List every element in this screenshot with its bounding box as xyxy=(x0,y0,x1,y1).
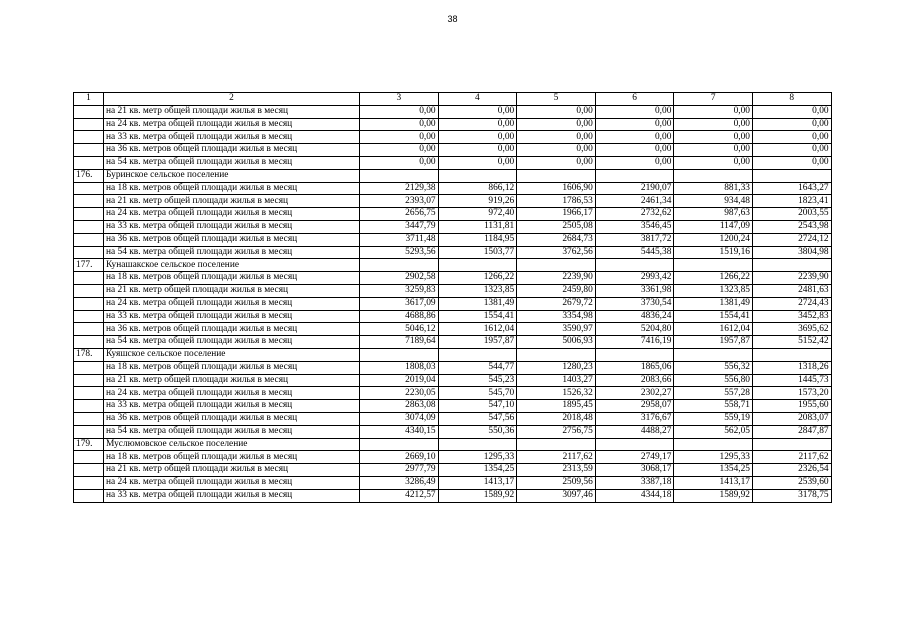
value-cell xyxy=(360,348,439,361)
value-cell: 2018,48 xyxy=(517,412,596,425)
row-label: на 18 кв. метров общей площади жилья в месяц xyxy=(104,451,360,464)
value-cell xyxy=(752,438,831,451)
table-row xyxy=(74,323,832,336)
row-number xyxy=(74,182,104,195)
value-cell xyxy=(438,348,517,361)
row-label: Куяшское сельское поселение xyxy=(104,348,360,361)
value-cell: 3695,62 xyxy=(752,323,831,336)
row-label: на 36 кв. метров общей площади жилья в месяц xyxy=(104,233,360,246)
value-cell: 550,36 xyxy=(438,425,517,438)
row-number xyxy=(74,387,104,400)
row-number xyxy=(74,374,104,387)
value-cell: 544,77 xyxy=(438,361,517,374)
value-cell: 1280,23 xyxy=(517,361,596,374)
row-number xyxy=(74,476,104,489)
value-cell: 3447,79 xyxy=(360,220,439,233)
value-cell: 1957,87 xyxy=(438,336,517,349)
value-cell: 1823,41 xyxy=(752,195,831,208)
value-cell: 3387,18 xyxy=(595,476,674,489)
value-cell: 2847,87 xyxy=(752,425,831,438)
row-label: на 24 кв. метра общей площади жилья в месяц xyxy=(104,476,360,489)
row-number xyxy=(74,156,104,169)
value-cell: 3730,54 xyxy=(595,297,674,310)
value-cell: 2993,42 xyxy=(595,272,674,285)
value-cell: 3711,48 xyxy=(360,233,439,246)
value-cell: 7189,64 xyxy=(360,336,439,349)
row-label: Кунашакское сельское поселение xyxy=(104,259,360,272)
row-label: на 33 кв. метра общей площади жилья в месяц xyxy=(104,400,360,413)
row-label: на 21 кв. метр общей площади жилья в месяц xyxy=(104,374,360,387)
table-row xyxy=(74,195,832,208)
value-cell: 1895,45 xyxy=(517,400,596,413)
row-number xyxy=(74,220,104,233)
value-cell xyxy=(752,259,831,272)
row-number xyxy=(74,105,104,118)
tariff-table xyxy=(73,92,832,503)
value-cell: 3452,83 xyxy=(752,310,831,323)
value-cell: 2481,63 xyxy=(752,284,831,297)
value-cell: 2459,80 xyxy=(517,284,596,297)
value-cell: 1589,92 xyxy=(674,489,753,502)
row-number xyxy=(74,284,104,297)
value-cell: 3068,17 xyxy=(595,464,674,477)
table-row xyxy=(74,387,832,400)
column-header-5: 5 xyxy=(517,93,596,106)
value-cell: 2684,73 xyxy=(517,233,596,246)
value-cell: 1295,33 xyxy=(438,451,517,464)
value-cell: 2239,90 xyxy=(517,272,596,285)
table-row xyxy=(74,284,832,297)
value-cell: 0,00 xyxy=(752,131,831,144)
value-cell: 2083,66 xyxy=(595,374,674,387)
table-row xyxy=(74,144,832,157)
value-cell xyxy=(438,169,517,182)
column-header-2: 2 xyxy=(104,93,360,106)
value-cell: 919,26 xyxy=(438,195,517,208)
value-cell: 3176,67 xyxy=(595,412,674,425)
row-label: на 33 кв. метра общей площади жилья в месяц xyxy=(104,489,360,502)
value-cell: 2393,07 xyxy=(360,195,439,208)
value-cell xyxy=(674,348,753,361)
value-cell: 1606,90 xyxy=(517,182,596,195)
value-cell: 3804,98 xyxy=(752,246,831,259)
value-cell: 2656,75 xyxy=(360,208,439,221)
row-label: на 21 кв. метр общей площади жилья в месяц xyxy=(104,195,360,208)
value-cell: 556,32 xyxy=(674,361,753,374)
value-cell: 1957,87 xyxy=(674,336,753,349)
value-cell: 1354,25 xyxy=(438,464,517,477)
value-cell: 0,00 xyxy=(752,105,831,118)
column-header-7: 7 xyxy=(674,93,753,106)
value-cell: 881,33 xyxy=(674,182,753,195)
value-cell: 0,00 xyxy=(438,105,517,118)
value-cell: 1643,27 xyxy=(752,182,831,195)
value-cell: 1354,25 xyxy=(674,464,753,477)
value-cell: 5293,56 xyxy=(360,246,439,259)
value-cell xyxy=(595,438,674,451)
value-cell: 0,00 xyxy=(674,144,753,157)
table-row xyxy=(74,451,832,464)
value-cell: 3617,09 xyxy=(360,297,439,310)
value-cell: 1323,85 xyxy=(438,284,517,297)
value-cell: 3817,72 xyxy=(595,233,674,246)
value-cell: 2902,58 xyxy=(360,272,439,285)
value-cell: 0,00 xyxy=(595,118,674,131)
value-cell: 0,00 xyxy=(360,156,439,169)
value-cell: 934,48 xyxy=(674,195,753,208)
value-cell: 1589,92 xyxy=(438,489,517,502)
row-number xyxy=(74,336,104,349)
value-cell: 0,00 xyxy=(360,144,439,157)
row-label: на 36 кв. метров общей площади жилья в месяц xyxy=(104,144,360,157)
column-header-1: 1 xyxy=(74,93,104,106)
row-number xyxy=(74,425,104,438)
row-number xyxy=(74,310,104,323)
value-cell: 0,00 xyxy=(752,144,831,157)
value-cell: 562,05 xyxy=(674,425,753,438)
row-label: на 24 кв. метра общей площади жилья в месяц xyxy=(104,118,360,131)
row-number xyxy=(74,361,104,374)
value-cell xyxy=(438,438,517,451)
value-cell: 1184,95 xyxy=(438,233,517,246)
value-cell: 987,63 xyxy=(674,208,753,221)
value-cell: 1413,17 xyxy=(438,476,517,489)
value-cell: 0,00 xyxy=(517,144,596,157)
value-cell: 2461,34 xyxy=(595,195,674,208)
row-number: 179. xyxy=(74,438,104,451)
value-cell: 2083,07 xyxy=(752,412,831,425)
row-label: на 36 кв. метров общей площади жилья в месяц xyxy=(104,323,360,336)
value-cell: 3074,09 xyxy=(360,412,439,425)
value-cell: 0,00 xyxy=(752,118,831,131)
value-cell: 1200,24 xyxy=(674,233,753,246)
value-cell: 1413,17 xyxy=(674,476,753,489)
value-cell: 547,56 xyxy=(438,412,517,425)
table-row xyxy=(74,374,832,387)
row-number: 176. xyxy=(74,169,104,182)
value-cell: 2724,12 xyxy=(752,233,831,246)
value-cell: 0,00 xyxy=(752,156,831,169)
value-cell: 1266,22 xyxy=(438,272,517,285)
row-label: Буринское сельское поселение xyxy=(104,169,360,182)
column-header-8: 8 xyxy=(752,93,831,106)
table-row xyxy=(74,156,832,169)
value-cell: 3259,83 xyxy=(360,284,439,297)
value-cell: 0,00 xyxy=(517,131,596,144)
table-row xyxy=(74,412,832,425)
row-label: на 54 кв. метра общей площади жилья в месяц xyxy=(104,425,360,438)
row-number xyxy=(74,412,104,425)
row-number xyxy=(74,400,104,413)
value-cell: 0,00 xyxy=(517,156,596,169)
value-cell: 0,00 xyxy=(438,118,517,131)
value-cell xyxy=(595,259,674,272)
table-row xyxy=(74,105,832,118)
value-cell: 2230,05 xyxy=(360,387,439,400)
row-number xyxy=(74,195,104,208)
row-number: 178. xyxy=(74,348,104,361)
table-row xyxy=(74,208,832,221)
row-number xyxy=(74,464,104,477)
value-cell xyxy=(517,348,596,361)
value-cell: 1573,20 xyxy=(752,387,831,400)
table-row xyxy=(74,297,832,310)
value-cell: 0,00 xyxy=(674,105,753,118)
value-cell xyxy=(438,259,517,272)
row-label: на 24 кв. метра общей площади жилья в месяц xyxy=(104,387,360,400)
value-cell: 0,00 xyxy=(674,131,753,144)
table-body xyxy=(74,93,832,503)
row-label: Муслюмовское сельское поселение xyxy=(104,438,360,451)
row-label: на 33 кв. метра общей площади жилья в месяц xyxy=(104,131,360,144)
table-row xyxy=(74,476,832,489)
row-number: 177. xyxy=(74,259,104,272)
row-number xyxy=(74,323,104,336)
value-cell: 2724,43 xyxy=(752,297,831,310)
value-cell: 4488,27 xyxy=(595,425,674,438)
value-cell: 558,71 xyxy=(674,400,753,413)
value-cell: 1554,41 xyxy=(674,310,753,323)
table-row xyxy=(74,489,832,502)
value-cell xyxy=(674,259,753,272)
value-cell: 5152,42 xyxy=(752,336,831,349)
value-cell: 1323,85 xyxy=(674,284,753,297)
row-label: на 33 кв. метра общей площади жилья в месяц xyxy=(104,310,360,323)
row-label: на 54 кв. метра общей площади жилья в месяц xyxy=(104,336,360,349)
value-cell xyxy=(674,438,753,451)
row-label: на 21 кв. метр общей площади жилья в месяц xyxy=(104,105,360,118)
value-cell: 4836,24 xyxy=(595,310,674,323)
value-cell: 0,00 xyxy=(438,131,517,144)
value-cell: 3762,56 xyxy=(517,246,596,259)
value-cell xyxy=(360,259,439,272)
table-row xyxy=(74,425,832,438)
value-cell: 1381,49 xyxy=(674,297,753,310)
table-row xyxy=(74,233,832,246)
table-row xyxy=(74,464,832,477)
table-row xyxy=(74,182,832,195)
table-row xyxy=(74,220,832,233)
value-cell: 2679,72 xyxy=(517,297,596,310)
value-cell: 1612,04 xyxy=(438,323,517,336)
value-cell: 1131,81 xyxy=(438,220,517,233)
table-row xyxy=(74,272,832,285)
row-label: на 18 кв. метров общей площади жилья в месяц xyxy=(104,182,360,195)
row-number xyxy=(74,208,104,221)
value-cell xyxy=(595,348,674,361)
value-cell: 0,00 xyxy=(517,105,596,118)
value-cell: 0,00 xyxy=(595,105,674,118)
row-number xyxy=(74,297,104,310)
value-cell: 0,00 xyxy=(595,144,674,157)
value-cell: 556,80 xyxy=(674,374,753,387)
value-cell: 0,00 xyxy=(674,156,753,169)
value-cell: 1403,27 xyxy=(517,374,596,387)
value-cell: 0,00 xyxy=(360,118,439,131)
value-cell: 2732,62 xyxy=(595,208,674,221)
value-cell: 5445,38 xyxy=(595,246,674,259)
row-number xyxy=(74,272,104,285)
section-row xyxy=(74,438,832,451)
value-cell: 1503,77 xyxy=(438,246,517,259)
value-cell: 866,12 xyxy=(438,182,517,195)
value-cell: 2313,59 xyxy=(517,464,596,477)
value-cell: 0,00 xyxy=(595,156,674,169)
row-number xyxy=(74,118,104,131)
value-cell: 1612,04 xyxy=(674,323,753,336)
value-cell xyxy=(752,169,831,182)
value-cell xyxy=(752,348,831,361)
section-row xyxy=(74,259,832,272)
value-cell: 4340,15 xyxy=(360,425,439,438)
value-cell: 2539,60 xyxy=(752,476,831,489)
value-cell: 2117,62 xyxy=(752,451,831,464)
value-cell: 1147,09 xyxy=(674,220,753,233)
value-cell: 972,40 xyxy=(438,208,517,221)
value-cell: 4688,86 xyxy=(360,310,439,323)
value-cell: 3178,75 xyxy=(752,489,831,502)
row-label: на 33 кв. метра общей площади жилья в месяц xyxy=(104,220,360,233)
column-header-4: 4 xyxy=(438,93,517,106)
value-cell: 0,00 xyxy=(438,156,517,169)
value-cell xyxy=(517,438,596,451)
row-label: на 54 кв. метра общей площади жилья в месяц xyxy=(104,246,360,259)
value-cell: 0,00 xyxy=(438,144,517,157)
row-number xyxy=(74,451,104,464)
row-label: на 24 кв. метра общей площади жилья в месяц xyxy=(104,297,360,310)
value-cell: 2543,98 xyxy=(752,220,831,233)
row-label: на 18 кв. метров общей площади жилья в месяц xyxy=(104,361,360,374)
row-label: на 24 кв. метра общей площади жилья в месяц xyxy=(104,208,360,221)
value-cell: 2117,62 xyxy=(517,451,596,464)
value-cell: 0,00 xyxy=(360,105,439,118)
value-cell: 1295,33 xyxy=(674,451,753,464)
value-cell: 547,10 xyxy=(438,400,517,413)
value-cell: 1865,06 xyxy=(595,361,674,374)
value-cell: 2129,38 xyxy=(360,182,439,195)
value-cell: 1808,03 xyxy=(360,361,439,374)
value-cell: 3286,49 xyxy=(360,476,439,489)
value-cell: 2003,55 xyxy=(752,208,831,221)
row-label: на 21 кв. метр общей площади жилья в месяц xyxy=(104,464,360,477)
value-cell: 5204,80 xyxy=(595,323,674,336)
value-cell xyxy=(674,169,753,182)
value-cell: 1526,32 xyxy=(517,387,596,400)
row-label: на 18 кв. метров общей площади жилья в месяц xyxy=(104,272,360,285)
page-number: 38 xyxy=(447,14,458,24)
value-cell xyxy=(360,169,439,182)
value-cell: 1955,60 xyxy=(752,400,831,413)
row-number xyxy=(74,131,104,144)
value-cell: 1266,22 xyxy=(674,272,753,285)
section-row xyxy=(74,169,832,182)
value-cell: 545,23 xyxy=(438,374,517,387)
value-cell: 2669,10 xyxy=(360,451,439,464)
column-header-3: 3 xyxy=(360,93,439,106)
row-number xyxy=(74,246,104,259)
table-row xyxy=(74,310,832,323)
header-row xyxy=(74,93,832,106)
value-cell: 4212,57 xyxy=(360,489,439,502)
value-cell: 3546,45 xyxy=(595,220,674,233)
value-cell: 1381,49 xyxy=(438,297,517,310)
value-cell: 2509,56 xyxy=(517,476,596,489)
value-cell: 2863,08 xyxy=(360,400,439,413)
value-cell: 7416,19 xyxy=(595,336,674,349)
section-row xyxy=(74,348,832,361)
value-cell: 5046,12 xyxy=(360,323,439,336)
value-cell: 2326,54 xyxy=(752,464,831,477)
table-row xyxy=(74,336,832,349)
row-label: на 54 кв. метра общей площади жилья в месяц xyxy=(104,156,360,169)
value-cell: 2019,04 xyxy=(360,374,439,387)
column-header-6: 6 xyxy=(595,93,674,106)
value-cell xyxy=(595,169,674,182)
value-cell: 0,00 xyxy=(674,118,753,131)
value-cell: 2505,08 xyxy=(517,220,596,233)
value-cell: 2302,27 xyxy=(595,387,674,400)
value-cell: 559,19 xyxy=(674,412,753,425)
value-cell: 0,00 xyxy=(595,131,674,144)
value-cell: 1554,41 xyxy=(438,310,517,323)
value-cell: 1786,53 xyxy=(517,195,596,208)
value-cell: 3361,98 xyxy=(595,284,674,297)
table-row xyxy=(74,131,832,144)
row-label: на 36 кв. метров общей площади жилья в месяц xyxy=(104,412,360,425)
value-cell xyxy=(517,259,596,272)
value-cell: 545,70 xyxy=(438,387,517,400)
value-cell: 557,28 xyxy=(674,387,753,400)
value-cell: 3354,98 xyxy=(517,310,596,323)
value-cell: 1445,73 xyxy=(752,374,831,387)
value-cell: 2749,17 xyxy=(595,451,674,464)
table-row xyxy=(74,400,832,413)
value-cell: 1966,17 xyxy=(517,208,596,221)
table-row xyxy=(74,118,832,131)
value-cell: 5006,93 xyxy=(517,336,596,349)
value-cell: 3097,46 xyxy=(517,489,596,502)
value-cell: 2239,90 xyxy=(752,272,831,285)
value-cell: 1519,16 xyxy=(674,246,753,259)
value-cell xyxy=(517,169,596,182)
value-cell: 2190,07 xyxy=(595,182,674,195)
value-cell xyxy=(360,438,439,451)
value-cell: 2756,75 xyxy=(517,425,596,438)
row-number xyxy=(74,489,104,502)
row-number xyxy=(74,233,104,246)
value-cell: 3590,97 xyxy=(517,323,596,336)
value-cell: 2958,07 xyxy=(595,400,674,413)
value-cell: 0,00 xyxy=(360,131,439,144)
value-cell: 2977,79 xyxy=(360,464,439,477)
table-row xyxy=(74,246,832,259)
row-label: на 21 кв. метр общей площади жилья в месяц xyxy=(104,284,360,297)
value-cell: 1318,26 xyxy=(752,361,831,374)
table-row xyxy=(74,361,832,374)
row-number xyxy=(74,144,104,157)
value-cell: 4344,18 xyxy=(595,489,674,502)
value-cell: 0,00 xyxy=(517,118,596,131)
